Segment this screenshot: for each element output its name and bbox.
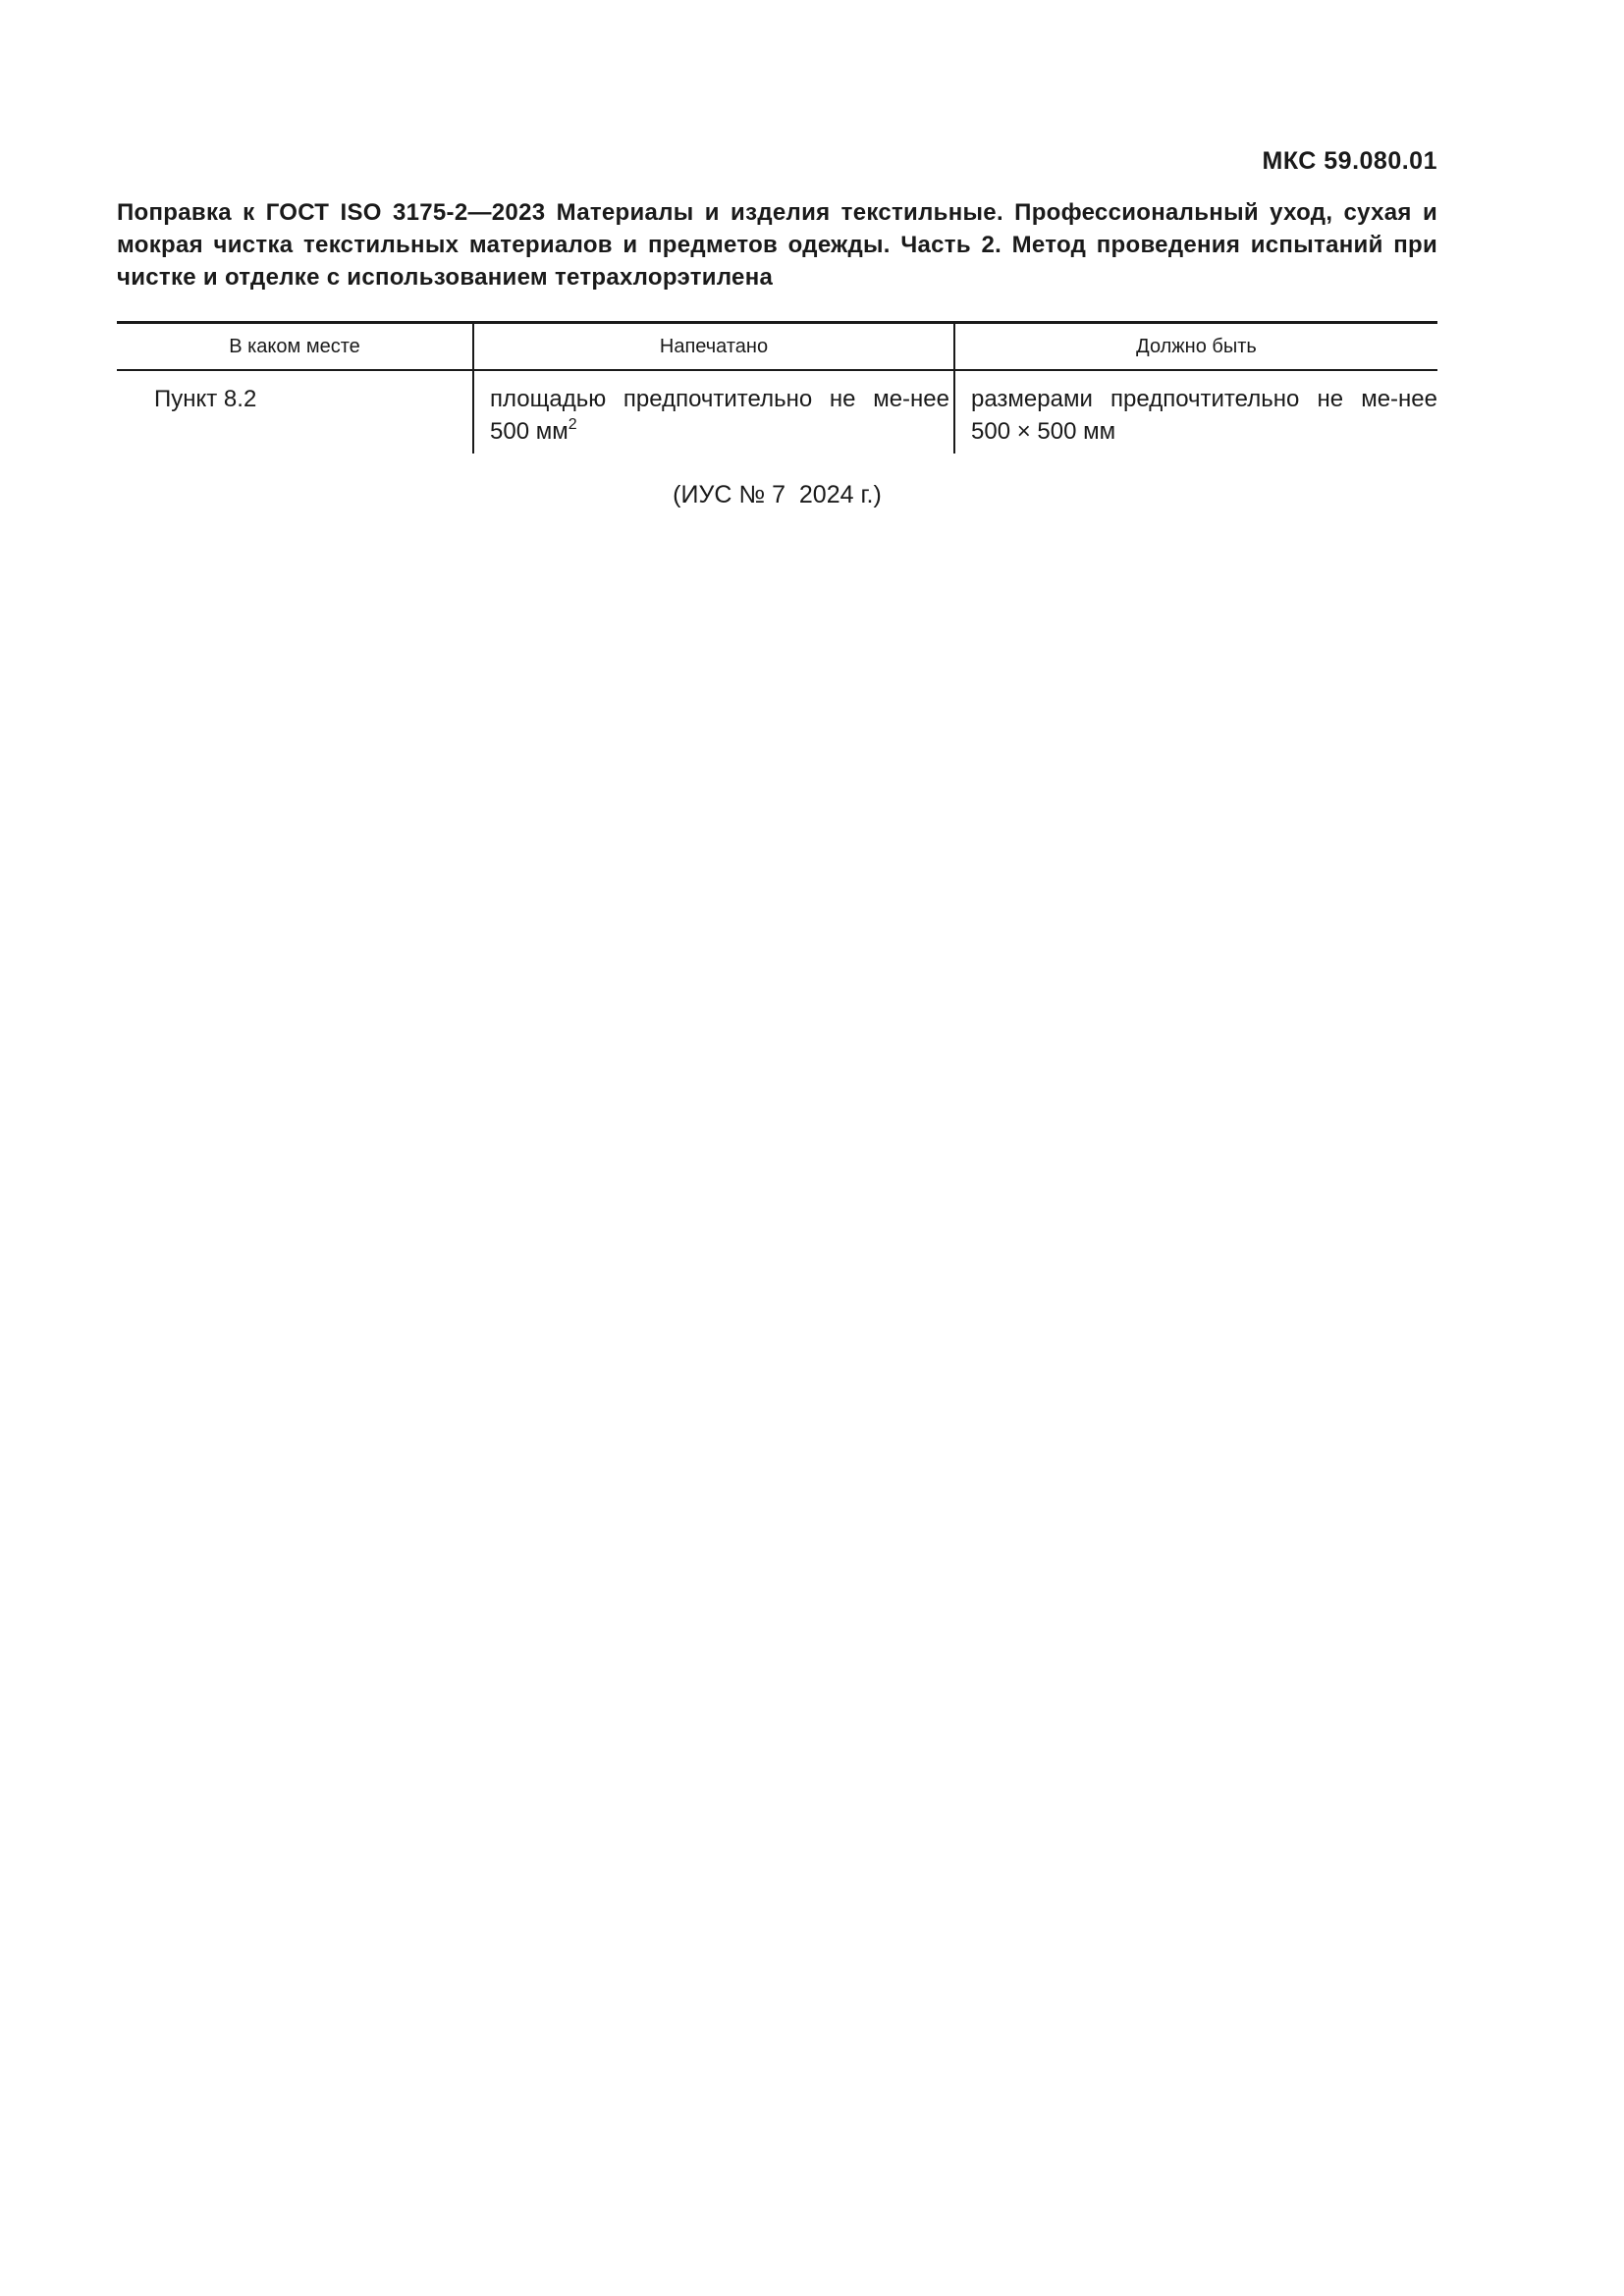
location-text: Пункт 8.2 [154,386,257,412]
should-be-text: размерами предпочтительно не ме-нее 500 × 500 мм [971,386,1437,445]
publication-note-text: (ИУС № 7 2024 г.) [673,481,882,508]
header-should-be: Должно быть [954,323,1437,371]
header-printed: Напечатано [473,323,954,371]
table-header-row [117,323,1437,371]
publication-note [0,481,1554,509]
classification-code: МКС 59.080.01 [1262,147,1437,175]
amendment-heading: Поправка к ГОСТ ISO 3175-2—2023 Материалы и изделия текстильные. Профессиональный уход, сухая и мокрая чистка текстильных материалов и предметов одежды. Часть 2. Метод проведения испытаний при чистке и отделке с использованием тетрахлорэтилена [117,199,1437,291]
printed-text: площадью предпочтительно не ме-нее 500 мм [490,386,949,445]
cell-printed [473,370,954,454]
cell-should-be [954,370,1437,454]
cell-location [117,370,473,454]
correction-table [117,321,1437,454]
printed-superscript: 2 [568,416,577,433]
header-location: В каком месте [117,323,473,371]
table-row [117,370,1437,454]
